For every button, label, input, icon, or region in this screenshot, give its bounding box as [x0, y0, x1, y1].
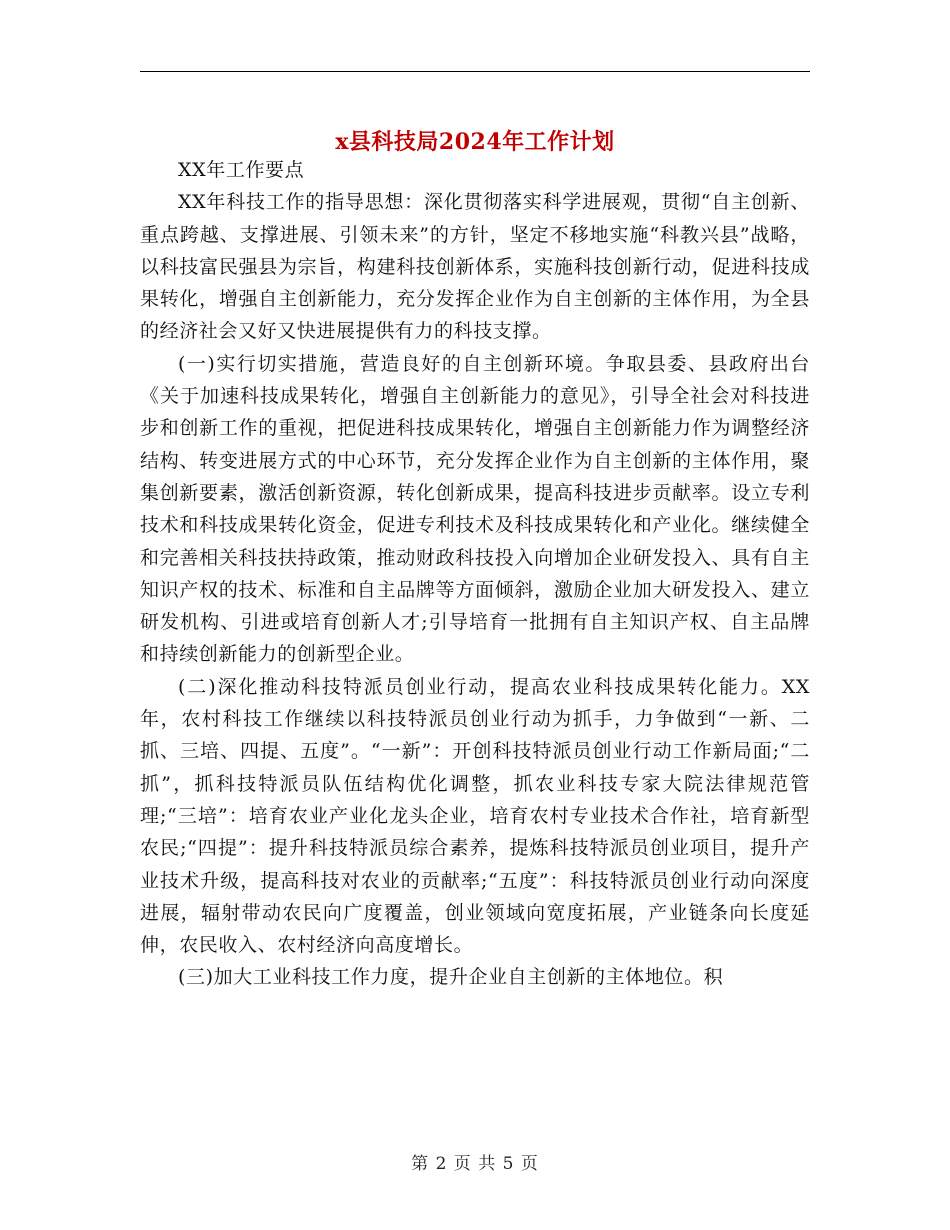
document-body [140, 154, 810, 994]
paragraph-item-1: (一)实行切实措施，营造良好的自主创新环境。争取县委、县政府出台《关于加速科技成果转化，增强自主创新能力的意见》，引导全社会对科技进步和创新工作的重视，把促进科技成果转化，增强自主创新能力作为调整经济结构、转变进展方式的中心环节，充分发挥企业作为自主创新的主体作用，聚集创新要素，激活创新资源，转化创新成果，提高科技进步贡献率。设立专利技术和科技成果转化资金，促进专利技术及科技成果转化和产业化。继续健全和完善相关科技扶持政策，推动财政科技投入向增加企业研发投入、具有自主知识产权的技术、标准和自主品牌等方面倾斜，激励企业加大研发投入、建立研发机构、引进或培育创新人才;引导培育一批拥有自主知识产权、自主品牌和持续创新能力的创新型企业。 [140, 352, 810, 666]
header-rule [140, 71, 810, 72]
paragraph-item-2: (二)深化推动科技特派员创业行动，提高农业科技成果转化能力。XX年，农村科技工作继续以科技特派员创业行动为抓手，力争做到“一新、二抓、三培、四提、五度”。“一新”：开创科技特派员创业行动工作新局面;“二抓”，抓科技特派员队伍结构优化调整，抓农业科技专家大院法律规范管理;“三培”：培育农业产业化龙头企业，培育农村专业技术合作社，培育新型农民;“四提”：提升科技特派员综合素养，提炼科技特派员创业项目，提升产业技术升级，提高科技对农业的贡献率;“五度”：科技特派员创业行动向深度进展，辐射带动农民向广度覆盖，创业领域向宽度拓展，产业链条向长度延伸，农民收入、农村经济向高度增长。 [140, 675, 810, 957]
page-number-footer: 第 2 页 共 5 页 [411, 1154, 539, 1174]
paragraph-section-heading: XX年工作要点 [178, 159, 305, 181]
paragraph-guiding-thought: XX年科技工作的指导思想：深化贯彻落实科学进展观，贯彻“自主创新、重点跨越、支撑进展、引领未来”的方针，坚定不移地实施“科教兴县”战略，以科技富民强县为宗旨，构建科技创新体系，实施科技创新行动，促进科技成果转化，增强自主创新能力，充分发挥企业作为自主创新的主体作用，为全县的经济社会又好又快进展提供有力的科技支撑。 [140, 191, 810, 343]
document-title: x县科技局2024年工作计划 [335, 128, 615, 155]
paragraph-item-3: (三)加大工业科技工作力度，提升企业自主创新的主体地位。积 [178, 966, 724, 989]
